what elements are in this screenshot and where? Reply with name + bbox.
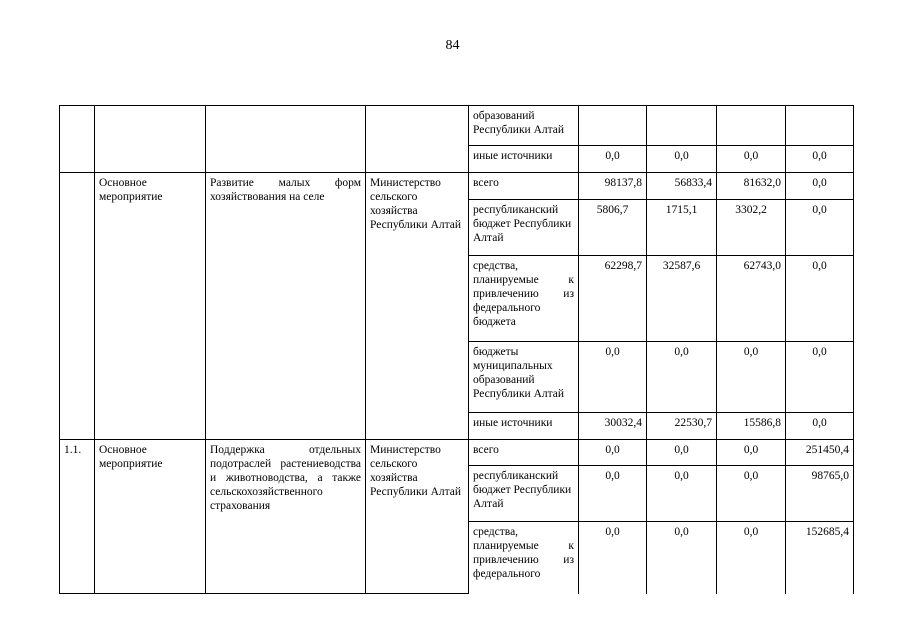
value-cell: 32587,6 bbox=[647, 256, 717, 342]
value-cell: 30032,4 bbox=[579, 413, 647, 440]
value-cell: 0,0 bbox=[579, 342, 647, 413]
value-cell: 0,0 bbox=[786, 200, 854, 256]
value-cell bbox=[647, 106, 717, 146]
value-cell: 62298,7 bbox=[579, 256, 647, 342]
value-cell: 0,0 bbox=[786, 146, 854, 173]
table-row bbox=[60, 106, 854, 146]
value-cell: 0,0 bbox=[717, 466, 786, 522]
value-cell: 0,0 bbox=[647, 440, 717, 466]
value-cell bbox=[717, 106, 786, 146]
value-cell: 0,0 bbox=[786, 173, 854, 200]
type-cell bbox=[95, 106, 206, 173]
source-cell: всего bbox=[469, 173, 579, 200]
value-cell: 56833,4 bbox=[647, 173, 717, 200]
table-row bbox=[60, 173, 854, 200]
source-cell: республиканский бюджет Республики Алтай bbox=[469, 466, 579, 522]
value-cell: 81632,0 bbox=[717, 173, 786, 200]
value-cell: 0,0 bbox=[717, 146, 786, 173]
number-cell bbox=[60, 173, 95, 440]
value-cell bbox=[579, 106, 647, 146]
source-cell: бюджеты муниципальных образований Республики Алтай bbox=[469, 342, 579, 413]
value-cell: 0,0 bbox=[579, 466, 647, 522]
value-cell: 98765,0 bbox=[786, 466, 854, 522]
executor-cell bbox=[366, 106, 469, 173]
value-cell: 152685,4 bbox=[786, 522, 854, 594]
value-cell: 0,0 bbox=[579, 146, 647, 173]
source-cell: образований Республики Алтай bbox=[469, 106, 579, 146]
value-cell: 0,0 bbox=[786, 413, 854, 440]
budget-table bbox=[59, 105, 854, 594]
value-cell: 15586,8 bbox=[717, 413, 786, 440]
value-cell: 98137,8 bbox=[579, 173, 647, 200]
source-cell: иные источники bbox=[469, 146, 579, 173]
value-cell: 0,0 bbox=[579, 522, 647, 594]
name-cell: Поддержка отдельных подотраслей растениеводства и животноводства, а также сельскохозяйственного страхования bbox=[206, 440, 366, 594]
source-cell: иные источники bbox=[469, 413, 579, 440]
source-cell: средства, планируемые к привлечению из федерального bbox=[469, 522, 579, 594]
name-cell bbox=[206, 106, 366, 173]
value-cell bbox=[786, 106, 854, 146]
number-cell: 1.1. bbox=[60, 440, 95, 594]
value-cell: 0,0 bbox=[647, 342, 717, 413]
source-cell: республиканский бюджет Республики Алтай bbox=[469, 200, 579, 256]
executor-cell: Министерство сельского хозяйства Республики Алтай bbox=[366, 173, 469, 440]
value-cell: 5806,7 bbox=[579, 200, 647, 256]
number-cell bbox=[60, 106, 95, 173]
page-number: 84 bbox=[445, 38, 460, 53]
value-cell: 0,0 bbox=[717, 342, 786, 413]
value-cell: 62743,0 bbox=[717, 256, 786, 342]
value-cell: 3302,2 bbox=[717, 200, 786, 256]
value-cell: 0,0 bbox=[579, 440, 647, 466]
value-cell: 0,0 bbox=[717, 440, 786, 466]
value-cell: 0,0 bbox=[647, 466, 717, 522]
value-cell: 0,0 bbox=[717, 522, 786, 594]
value-cell: 251450,4 bbox=[786, 440, 854, 466]
value-cell: 0,0 bbox=[786, 342, 854, 413]
type-cell: Основное мероприятие bbox=[95, 440, 206, 594]
value-cell: 0,0 bbox=[647, 522, 717, 594]
value-cell: 0,0 bbox=[786, 256, 854, 342]
name-cell: Развитие малых форм хозяйствования на селе bbox=[206, 173, 366, 440]
source-cell: средства, планируемые к привлечению из федерального бюджета bbox=[469, 256, 579, 342]
source-cell: всего bbox=[469, 440, 579, 466]
executor-cell: Министерство сельского хозяйства Республики Алтай bbox=[366, 440, 469, 594]
value-cell: 0,0 bbox=[647, 146, 717, 173]
value-cell: 22530,7 bbox=[647, 413, 717, 440]
value-cell: 1715,1 bbox=[647, 200, 717, 256]
type-cell: Основное мероприятие bbox=[95, 173, 206, 440]
table-row bbox=[60, 440, 854, 466]
